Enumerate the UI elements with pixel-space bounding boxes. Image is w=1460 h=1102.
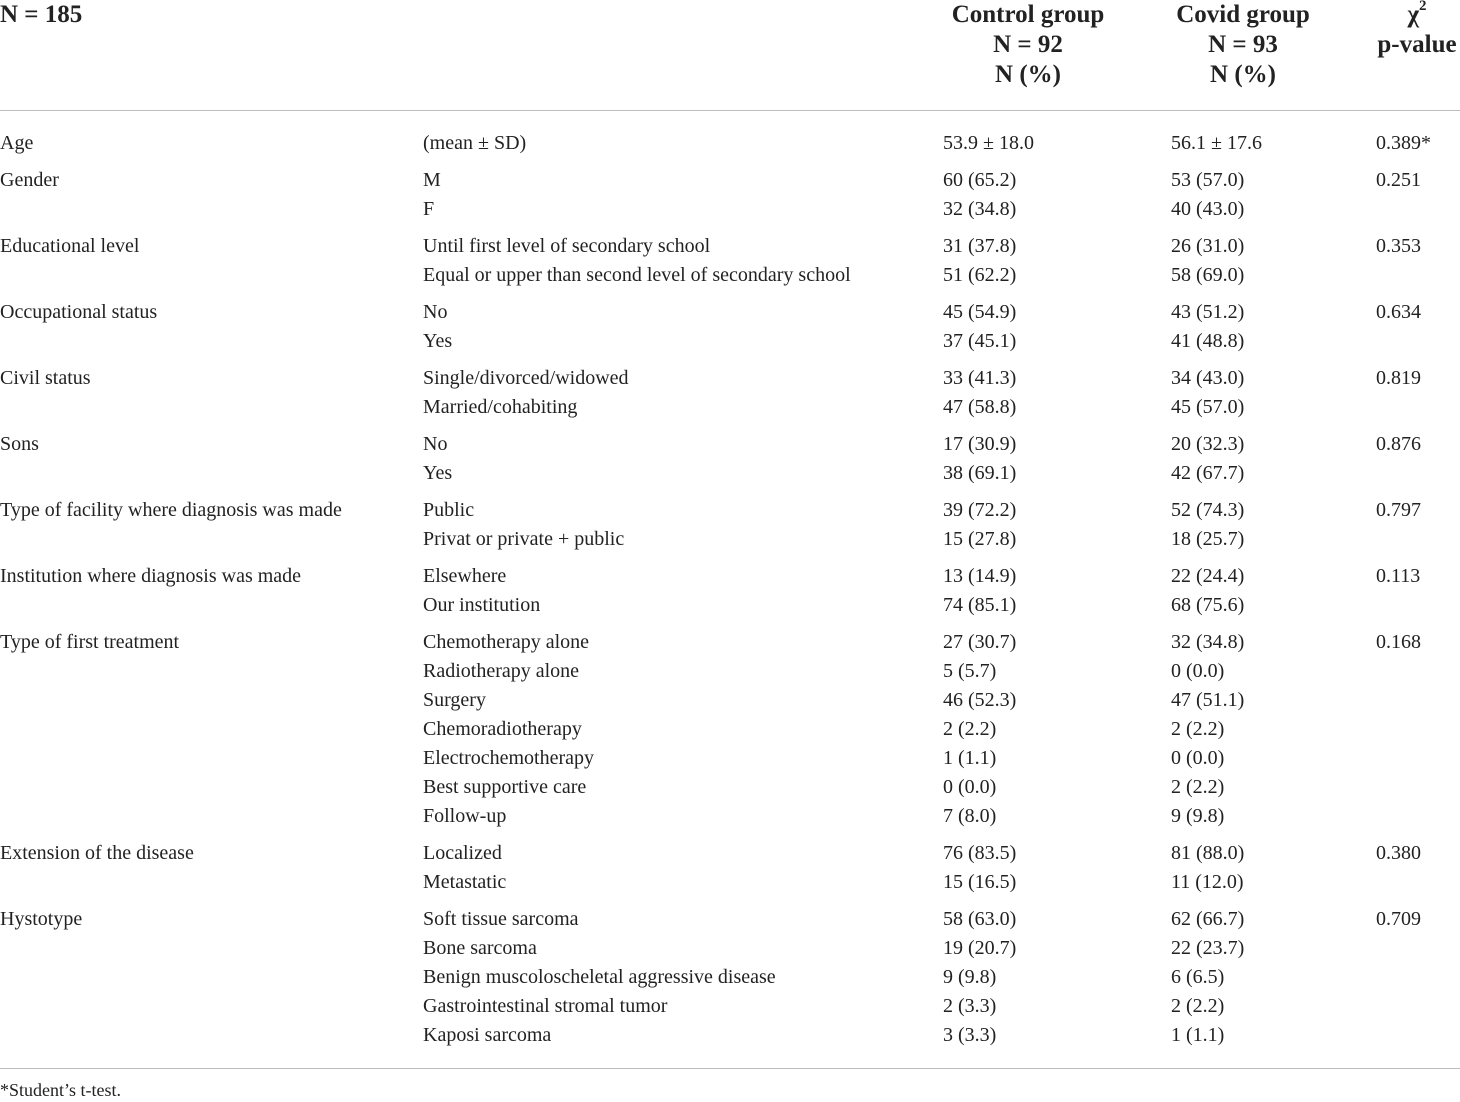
covid-value-cell: 20 (32.3) <box>1171 433 1245 455</box>
pvalue-cell: 0.634 <box>1376 301 1421 323</box>
category-cell: Yes <box>423 462 453 484</box>
table-body <box>0 129 1460 1058</box>
control-value-cell: 7 (8.0) <box>943 805 997 827</box>
table-row <box>0 744 1460 773</box>
control-value-cell: 39 (72.2) <box>943 499 1017 521</box>
footnote: *Student’s t-test. <box>0 1080 121 1100</box>
variable-cell: Sons <box>0 433 39 455</box>
variable-cell: Type of facility where diagnosis was made <box>0 499 342 521</box>
variable-group <box>0 232 1460 290</box>
table-row <box>0 802 1460 831</box>
category-cell: Metastatic <box>423 871 507 893</box>
category-cell: Radiotherapy alone <box>423 660 580 682</box>
control-value-cell: 46 (52.3) <box>943 689 1017 711</box>
category-cell: Privat or private + public <box>423 528 625 550</box>
header-divider <box>0 110 1460 111</box>
category-cell: Chemoradiotherapy <box>423 718 582 740</box>
variable-group <box>0 628 1460 831</box>
category-cell: Until first level of secondary school <box>423 235 711 257</box>
category-cell: Single/divorced/widowed <box>423 367 629 389</box>
control-value-cell: 51 (62.2) <box>943 264 1017 286</box>
variable-group <box>0 129 1460 158</box>
header-control-title: Control group <box>951 1 1105 28</box>
table-row <box>0 628 1460 657</box>
category-cell: Equal or upper than second level of secondary school <box>423 264 851 286</box>
header-covid-n: N = 93 <box>1208 31 1278 58</box>
covid-value-cell: 58 (69.0) <box>1171 264 1245 286</box>
table-row <box>0 327 1460 356</box>
control-value-cell: 19 (20.7) <box>943 937 1017 959</box>
category-cell: Soft tissue sarcoma <box>423 908 579 930</box>
category-cell: Elsewhere <box>423 565 507 587</box>
pvalue-cell: 0.797 <box>1376 499 1421 521</box>
table-row <box>0 992 1460 1021</box>
category-cell: Gastrointestinal stromal tumor <box>423 995 668 1017</box>
control-value-cell: 45 (54.9) <box>943 301 1017 323</box>
control-value-cell: 38 (69.1) <box>943 462 1017 484</box>
pvalue-cell: 0.168 <box>1376 631 1421 653</box>
category-cell: Best supportive care <box>423 776 587 798</box>
control-value-cell: 27 (30.7) <box>943 631 1017 653</box>
category-cell: Bone sarcoma <box>423 937 537 959</box>
covid-value-cell: 18 (25.7) <box>1171 528 1245 550</box>
category-cell: M <box>423 169 441 191</box>
table-row <box>0 129 1460 158</box>
header-covid-title: Covid group <box>1176 1 1310 28</box>
control-value-cell: 33 (41.3) <box>943 367 1017 389</box>
control-value-cell: 17 (30.9) <box>943 433 1017 455</box>
category-cell: Public <box>423 499 475 521</box>
pvalue-cell: 0.876 <box>1376 433 1421 455</box>
header-total-n: N = 185 <box>0 1 83 28</box>
table-row <box>0 298 1460 327</box>
category-cell: Electrochemotherapy <box>423 747 595 769</box>
control-value-cell: 60 (65.2) <box>943 169 1017 191</box>
table-row <box>0 195 1460 224</box>
control-value-cell: 74 (85.1) <box>943 594 1017 616</box>
header-control-n: N = 92 <box>993 31 1063 58</box>
control-value-cell: 76 (83.5) <box>943 842 1017 864</box>
variable-group <box>0 839 1460 897</box>
covid-value-cell: 81 (88.0) <box>1171 842 1245 864</box>
category-cell: Follow-up <box>423 805 507 827</box>
control-value-cell: 2 (3.3) <box>943 995 997 1017</box>
category-cell: Yes <box>423 330 453 352</box>
control-value-cell: 58 (63.0) <box>943 908 1017 930</box>
table-row <box>0 562 1460 591</box>
covid-value-cell: 2 (2.2) <box>1171 718 1225 740</box>
variable-group <box>0 166 1460 224</box>
covid-value-cell: 34 (43.0) <box>1171 367 1245 389</box>
control-value-cell: 15 (27.8) <box>943 528 1017 550</box>
control-value-cell: 47 (58.8) <box>943 396 1017 418</box>
category-cell: (mean ± SD) <box>423 132 527 154</box>
header-pvalue <box>1374 0 1460 60</box>
variable-cell: Hystotype <box>0 908 83 930</box>
category-cell: Our institution <box>423 594 541 616</box>
control-value-cell: 37 (45.1) <box>943 330 1017 352</box>
control-value-cell: 13 (14.9) <box>943 565 1017 587</box>
control-value-cell: 1 (1.1) <box>943 747 997 769</box>
covid-value-cell: 2 (2.2) <box>1171 995 1225 1017</box>
control-value-cell: 0 (0.0) <box>943 776 997 798</box>
table-row <box>0 525 1460 554</box>
table-row <box>0 1021 1460 1050</box>
covid-value-cell: 56.1 ± 17.6 <box>1171 132 1262 154</box>
covid-value-cell: 11 (12.0) <box>1171 871 1244 893</box>
table-row <box>0 963 1460 992</box>
covid-value-cell: 45 (57.0) <box>1171 396 1245 418</box>
variable-cell: Occupational status <box>0 301 158 323</box>
covid-value-cell: 43 (51.2) <box>1171 301 1245 323</box>
variable-cell: Gender <box>0 169 59 191</box>
covid-value-cell: 6 (6.5) <box>1171 966 1225 988</box>
variable-group <box>0 298 1460 356</box>
variable-group <box>0 496 1460 554</box>
pvalue-cell: 0.353 <box>1376 235 1421 257</box>
covid-value-cell: 1 (1.1) <box>1171 1024 1225 1046</box>
table-row <box>0 591 1460 620</box>
category-cell: Localized <box>423 842 502 864</box>
table-row <box>0 905 1460 934</box>
control-value-cell: 3 (3.3) <box>943 1024 997 1046</box>
table-bottom-divider <box>0 1068 1460 1069</box>
table-row <box>0 459 1460 488</box>
header-control-unit: N (%) <box>995 61 1061 88</box>
category-cell: Chemotherapy alone <box>423 631 590 653</box>
variable-group <box>0 905 1460 1050</box>
covid-value-cell: 62 (66.7) <box>1171 908 1245 930</box>
covid-value-cell: 42 (67.7) <box>1171 462 1245 484</box>
control-value-cell: 53.9 ± 18.0 <box>943 132 1034 154</box>
covid-value-cell: 41 (48.8) <box>1171 330 1245 352</box>
control-value-cell: 31 (37.8) <box>943 235 1017 257</box>
table-row <box>0 868 1460 897</box>
pvalue-cell: 0.819 <box>1376 367 1421 389</box>
covid-value-cell: 26 (31.0) <box>1171 235 1245 257</box>
control-value-cell: 15 (16.5) <box>943 871 1017 893</box>
variable-cell: Age <box>0 132 34 154</box>
header-pvalue-label: p-value <box>1377 31 1457 58</box>
table-row <box>0 393 1460 422</box>
category-cell: F <box>423 198 435 220</box>
covid-value-cell: 22 (23.7) <box>1171 937 1245 959</box>
covid-value-cell: 52 (74.3) <box>1171 499 1245 521</box>
table-header <box>0 0 1460 110</box>
variable-cell: Type of first treatment <box>0 631 180 653</box>
table-row <box>0 166 1460 195</box>
category-cell: No <box>423 433 448 455</box>
category-cell: Benign muscoloscheletal aggressive disease <box>423 966 776 988</box>
pvalue-cell: 0.251 <box>1376 169 1421 191</box>
category-cell: Surgery <box>423 689 486 711</box>
covid-value-cell: 53 (57.0) <box>1171 169 1245 191</box>
variable-cell: Extension of the disease <box>0 842 194 864</box>
table-row <box>0 232 1460 261</box>
control-value-cell: 5 (5.7) <box>943 660 997 682</box>
variable-cell: Institution where diagnosis was made <box>0 565 302 587</box>
covid-value-cell: 22 (24.4) <box>1171 565 1245 587</box>
header-covid-group <box>1172 0 1314 90</box>
variable-cell: Civil status <box>0 367 91 389</box>
control-value-cell: 32 (34.8) <box>943 198 1017 220</box>
pvalue-cell: 0.709 <box>1376 908 1421 930</box>
header-chi-square: $\chi^2$ <box>1407 0 1427 28</box>
pvalue-cell: 0.113 <box>1376 565 1421 587</box>
variable-cell: Educational level <box>0 235 140 257</box>
header-control-group <box>946 0 1110 90</box>
covid-value-cell: 9 (9.8) <box>1171 805 1225 827</box>
table-row <box>0 686 1460 715</box>
covid-value-cell: 32 (34.8) <box>1171 631 1245 653</box>
table-row <box>0 430 1460 459</box>
table-row <box>0 657 1460 686</box>
table-row <box>0 839 1460 868</box>
variable-group <box>0 364 1460 422</box>
variable-group <box>0 430 1460 488</box>
category-cell: No <box>423 301 448 323</box>
category-cell: Kaposi sarcoma <box>423 1024 552 1046</box>
table-row <box>0 496 1460 525</box>
covid-value-cell: 0 (0.0) <box>1171 747 1225 769</box>
control-value-cell: 2 (2.2) <box>943 718 997 740</box>
table-row <box>0 934 1460 963</box>
variable-group <box>0 562 1460 620</box>
table-row <box>0 715 1460 744</box>
table-row <box>0 261 1460 290</box>
covid-value-cell: 0 (0.0) <box>1171 660 1225 682</box>
category-cell: Married/cohabiting <box>423 396 578 418</box>
pvalue-cell: 0.380 <box>1376 842 1421 864</box>
table-row <box>0 364 1460 393</box>
header-covid-unit: N (%) <box>1210 61 1276 88</box>
control-value-cell: 9 (9.8) <box>943 966 997 988</box>
table-row <box>0 773 1460 802</box>
covid-value-cell: 68 (75.6) <box>1171 594 1245 616</box>
covid-value-cell: 47 (51.1) <box>1171 689 1245 711</box>
covid-value-cell: 2 (2.2) <box>1171 776 1225 798</box>
pvalue-cell: 0.389* <box>1376 132 1431 154</box>
covid-value-cell: 40 (43.0) <box>1171 198 1245 220</box>
